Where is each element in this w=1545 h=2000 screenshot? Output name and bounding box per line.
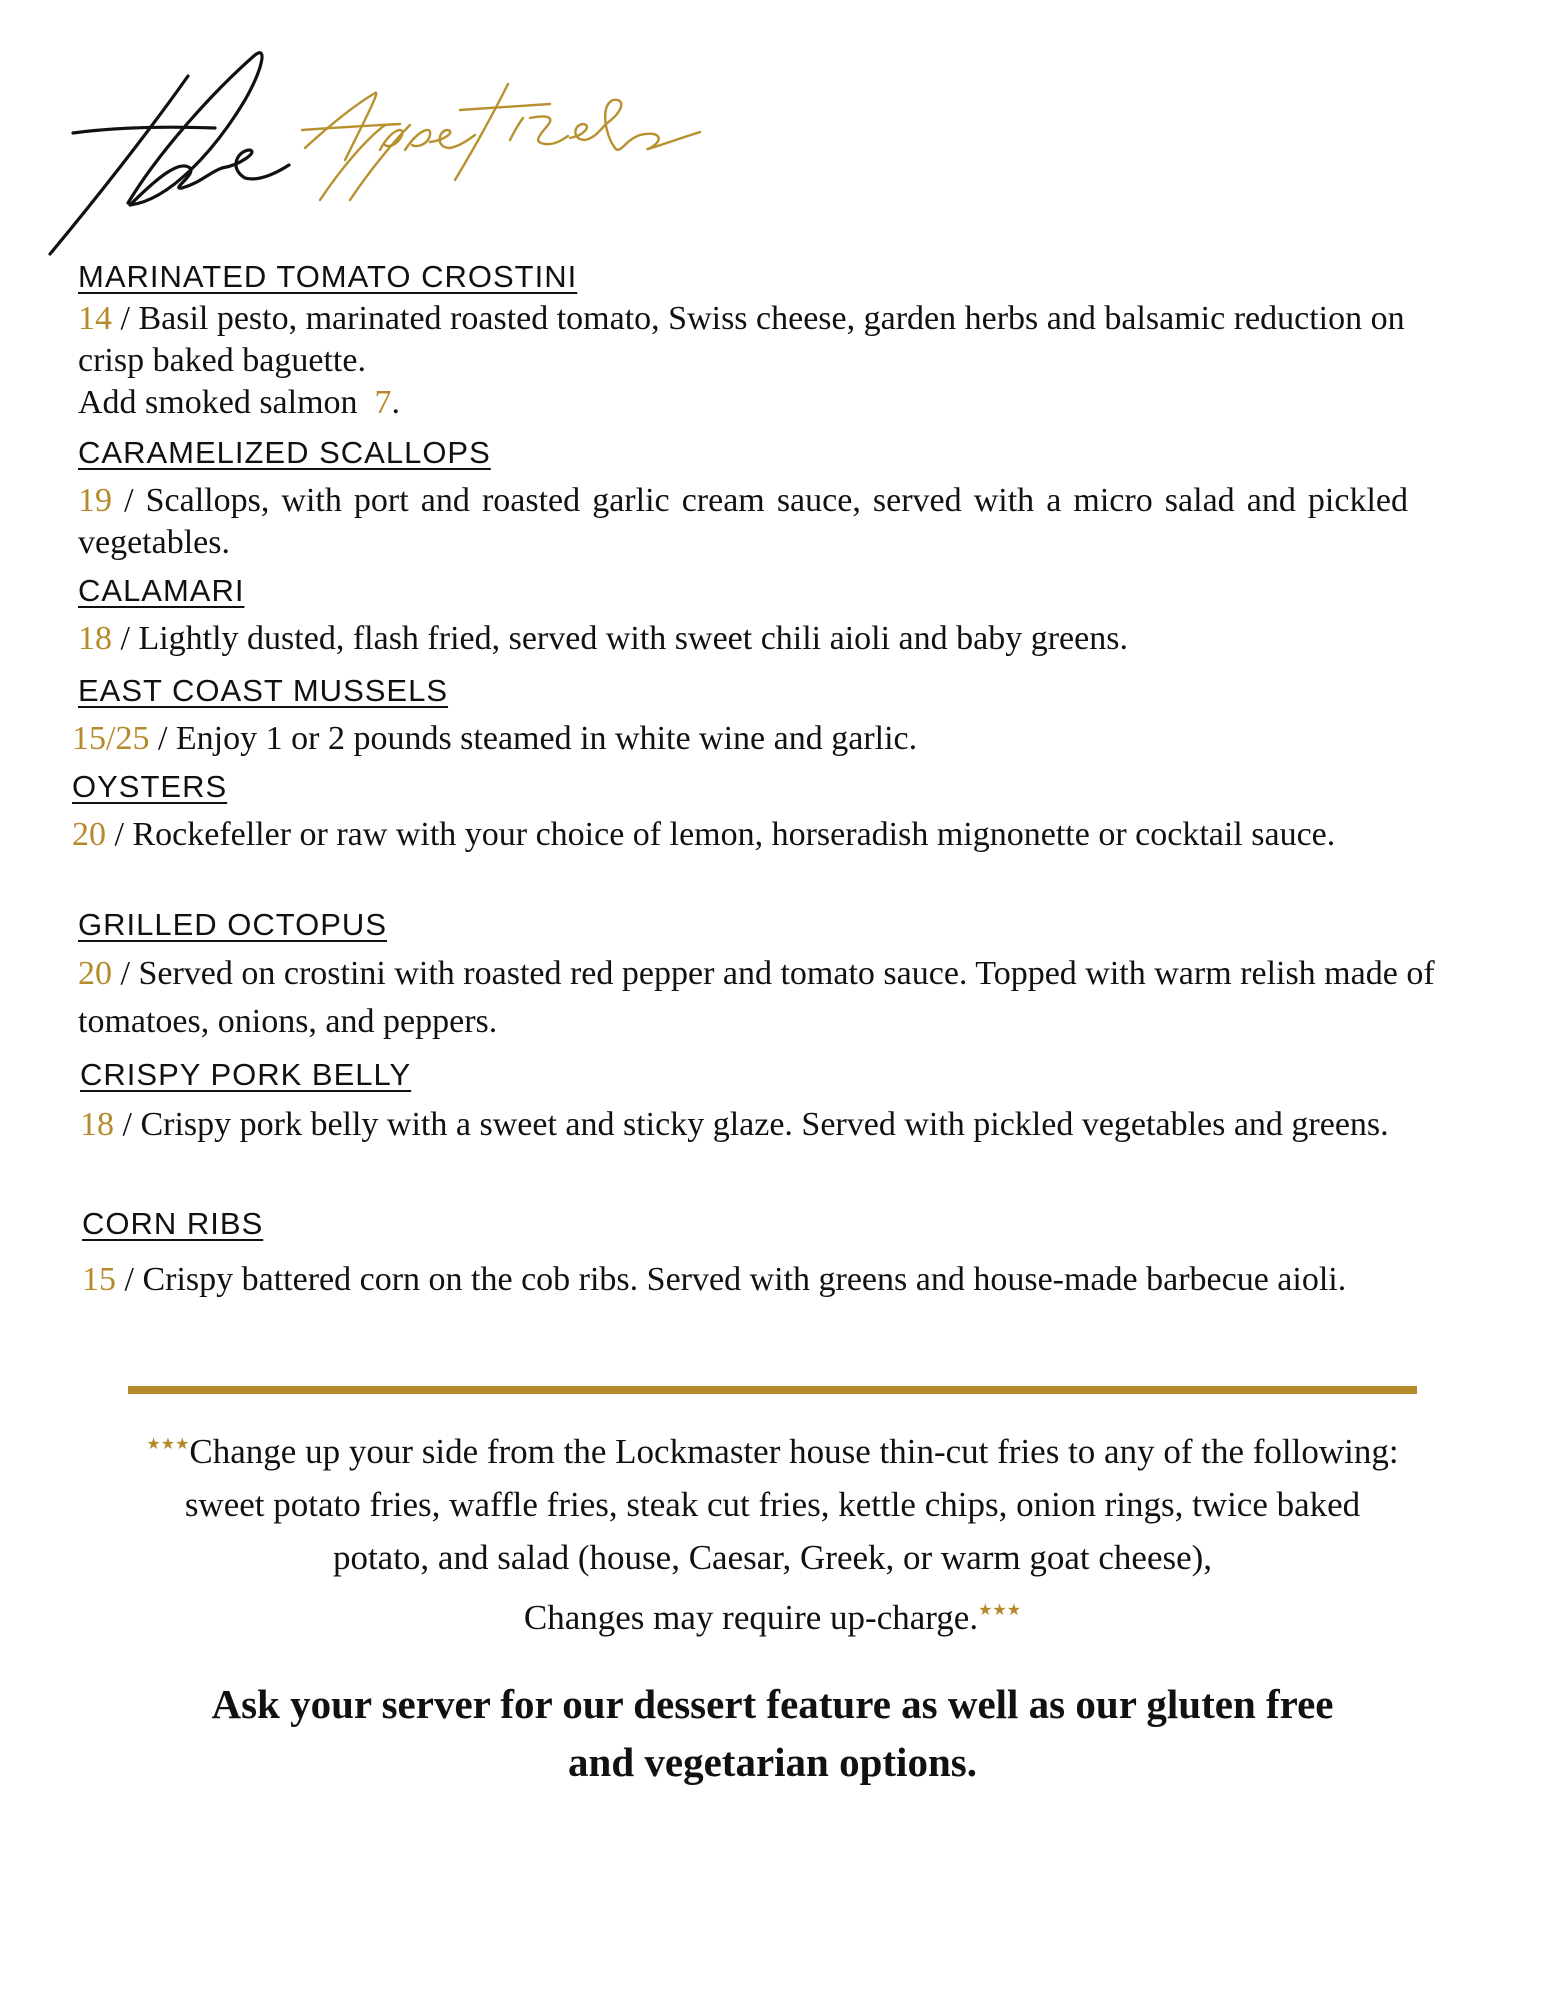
item-price: 14 [78,300,112,337]
item-price: 15/25 [72,720,150,757]
item-heading-grilled-octopus: GRILLED OCTOPUS [78,907,388,942]
price-separator: / [112,300,139,337]
notice-line-2: sweet potato fries, waffle fries, steak cut fries, kettle chips, onion rings, twice baked [184,1485,1361,1524]
item-description-text: Enjoy 1 or 2 pounds steamed in white wine and garlic. [175,720,918,757]
item-description-east-coast-mussels [72,718,1412,760]
item-heading-caramelized-scallops: CARAMELIZED SCALLOPS [78,435,491,470]
footer-line-1: Ask your server for our dessert feature as well as our gluten free [211,1681,1334,1727]
item-description-text: Basil pesto, marinated roasted tomato, Swiss cheese, garden herbs and balsamic reduction on crisp baked baguette. [78,300,1405,379]
notice-line-4-text: Changes may require up-charge. [523,1598,979,1637]
item-description-oysters [72,814,1342,856]
item-description-crispy-pork-belly [80,1101,1506,1149]
item-price: 15 [82,1261,116,1298]
item-heading-marinated-tomato-crostini: MARINATED TOMATO CROSTINI [78,259,578,294]
item-description-text: Served on crostini with roasted red pepper and tomato sauce. Topped with warm relish made of tomatoes, onions, and peppers. [78,955,1435,1040]
item-description-text: Crispy battered corn on the cob ribs. Served with greens and house-made barbecue aioli. [142,1261,1347,1298]
title-appetizers-script [302,84,700,200]
item-heading-crispy-pork-belly: CRISPY PORK BELLY [80,1057,412,1092]
item-price: 18 [78,620,112,657]
footer-line-2: and vegetarian options. [568,1739,977,1785]
item-description-text: Lightly dusted, flash fried, served with sweet chili aioli and baby greens. [138,620,1128,657]
addon-text: Add smoked salmon [78,384,358,421]
price-separator: / [106,816,133,853]
stars-open-icon: ★★★ [146,1436,190,1453]
notice-line-1 [50,1418,1495,1478]
item-description-caramelized-scallops [78,480,1408,564]
price-separator: / [149,720,176,757]
item-description-marinated-tomato-crostini [78,298,1418,424]
section-title-the-appetizers [0,0,720,270]
notice-line-1-text: Change up your side from the Lockmaster house thin-cut fries to any of the following: [189,1432,1399,1471]
item-price: 18 [80,1106,114,1143]
item-heading-corn-ribs: CORN RIBS [82,1206,264,1241]
addon-suffix: . [391,384,401,421]
notice-line-3: potato, and salad (house, Caesar, Greek, or warm goat cheese), [332,1538,1213,1577]
item-price: 19 [78,482,112,519]
item-heading-calamari: CALAMARI [78,573,245,608]
side-substitution-notice [50,1418,1495,1644]
price-separator: / [114,1106,141,1143]
item-heading-oysters: OYSTERS [72,769,228,804]
item-description-corn-ribs [82,1255,1442,1304]
price-separator: / [112,482,146,519]
item-description-text: Rockefeller or raw with your choice of lemon, horseradish mignonette or cocktail sauce. [132,816,1336,853]
price-separator: / [116,1261,143,1298]
title-the-script [50,53,289,254]
item-description-grilled-octopus [78,950,1478,1046]
item-description-text: Crispy pork belly with a sweet and sticky glaze. Served with pickled vegetables and greens. [140,1106,1389,1143]
gold-divider [128,1386,1417,1394]
price-separator: / [112,620,139,657]
item-description-calamari [78,618,1418,660]
price-separator: / [112,955,139,992]
dessert-and-options-message [100,1675,1445,1791]
item-heading-east-coast-mussels: EAST COAST MUSSELS [78,673,449,708]
item-description-text: Scallops, with port and roasted garlic cream sauce, served with a micro salad and pickled vegetables. [78,482,1408,561]
stars-close-icon: ★★★ [978,1602,1022,1619]
notice-line-4 [50,1584,1495,1644]
item-price: 20 [78,955,112,992]
item-price: 20 [72,816,106,853]
addon-price: 7 [374,384,392,421]
